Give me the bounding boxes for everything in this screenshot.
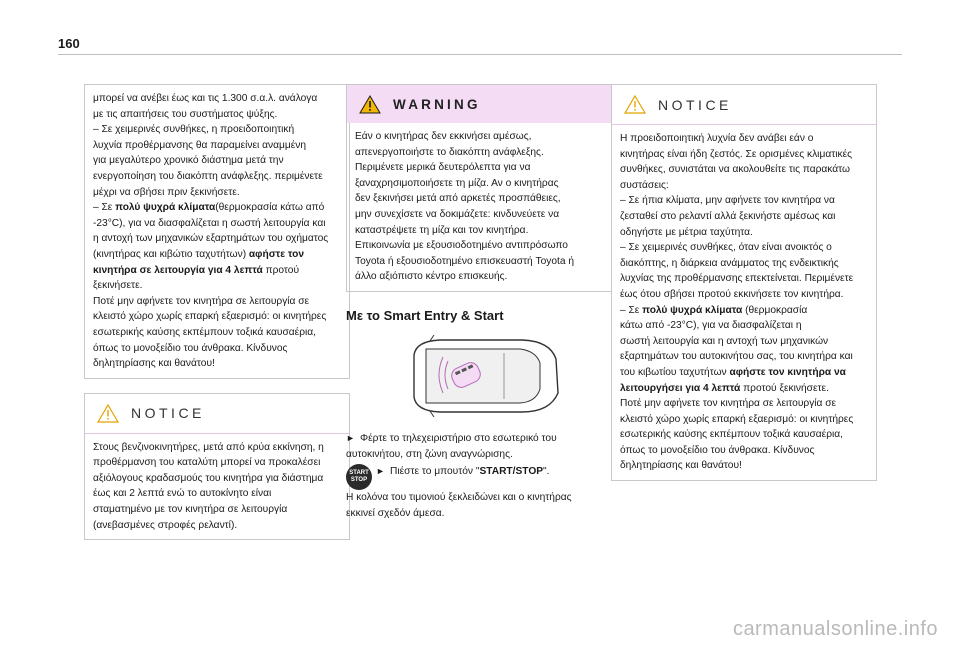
- bold-text: πολύ ψυχρά κλίματα: [642, 304, 743, 316]
- warning-triangle-icon: [624, 95, 646, 114]
- text-line: εσωτερικής καύσης εκπέμπουν τοξικά καυσαέρια,: [93, 326, 316, 338]
- instruction-step: [346, 431, 612, 447]
- text-line: προθέρμανση του καταλύτη μπορεί να προκαλέσει: [93, 457, 321, 469]
- text-line: συνθήκες, συνιστάται να ακολουθείτε τις παρακάτω: [620, 164, 850, 176]
- notice-header: [612, 85, 876, 125]
- text-line: καταστρέψετε τη μίζα και τον κινητήρα.: [355, 224, 529, 236]
- text-line: – Σε χειμερινές συνθήκες, η προειδοποιητική: [93, 124, 295, 136]
- text-line: κινητήρας είναι ήδη ζεστός. Σε ορισμένες κλιματικές: [620, 148, 853, 160]
- text-line: Περιμένετε μερικά δευτερόλεπτα για να: [355, 162, 531, 174]
- text-segment: προτού ξεκινήσετε.: [740, 382, 829, 394]
- text-line: αυτοκινήτου, στη ζώνη αναγνώρισης.: [346, 448, 513, 460]
- start-label: START: [349, 470, 369, 477]
- text-line: (ανεβασμένες στροφές ρελαντί).: [93, 519, 238, 531]
- text-segment: – Σε: [93, 202, 116, 214]
- car-key-illustration: [400, 335, 562, 417]
- text-line: εξαρτημάτων του αυτοκινήτου σας, του κινητήρα και: [620, 351, 853, 363]
- text-line: η αντοχή των μηχανικών εξαρτημάτων του οχήματος: [93, 233, 329, 245]
- notice-label: NOTICE: [131, 405, 205, 422]
- bold-text: πολύ ψυχρά κλίματα: [115, 202, 216, 214]
- text-line: ξεκινήσετε.: [93, 280, 143, 292]
- text-segment: (θερμοκρασία κάτω από: [215, 202, 325, 214]
- text-line: έως και 2 λεπτά ενώ το αυτοκίνητο είναι: [93, 488, 272, 500]
- text-line: Επικοινωνία με εξουσιοδοτημένο αντιπρόσωπο: [355, 240, 568, 252]
- text-line: απενεργοποιήστε το διακόπτη ανάφλεξης.: [355, 146, 544, 158]
- text-line: σωστή λειτουργία και η αντοχή των μηχανικών: [620, 335, 829, 347]
- watermark: carmanualsonline.info: [732, 618, 938, 640]
- bold-text: λειτουργήσει για 4 λεπτά: [620, 382, 741, 394]
- text-line: – Σε ήπια κλίματα, μην αφήνετε τον κινητήρα να: [620, 195, 835, 207]
- text-line: δεν ξεκινήσει μετά από αρκετές προσπάθειες,: [355, 193, 561, 205]
- text-line: όπως το μονοξείδιο του άνθρακα. Κίνδυνος: [620, 444, 815, 456]
- text-line: λυχνίας της προθέρμανσης επεκτείνεται. Περιμένετε: [620, 273, 854, 285]
- warning-label: WARNING: [393, 96, 481, 112]
- warning-header: [347, 85, 611, 123]
- text-line: [620, 303, 868, 319]
- text-line: μην συνεχίσετε να δοκιμάζετε: κινδυνεύετε να: [355, 208, 560, 220]
- text-line: Ποτέ μην αφήνετε τον κινητήρα σε λειτουργία σε: [93, 295, 310, 307]
- text-segment: (κινητήρας και κιβώτιο ταχυτήτων): [93, 248, 249, 260]
- text-line: αξιόλογους κραδασμούς του κινητήρα για διάστημα: [93, 472, 324, 484]
- bold-text: START/STOP: [479, 466, 544, 478]
- bold-text: αφήστε τον: [248, 248, 305, 260]
- section-title: Με το Smart Entry & Start: [346, 307, 504, 323]
- text-line: διακόπτης, η διάρκεια ανάμματος της ενδεικτικής: [620, 257, 839, 269]
- text-line: [620, 381, 868, 397]
- column-2: [346, 84, 612, 521]
- text-line: συστάσεις:: [620, 179, 669, 191]
- text-line: εκκινεί σχεδόν άμεσα.: [346, 507, 445, 519]
- column-1: [84, 84, 350, 540]
- notice-header: [85, 394, 349, 434]
- notice-box: [611, 84, 877, 481]
- text-line: ενεργοποίηση του διακόπτη ανάφλεξης. περιμένετε: [93, 170, 323, 182]
- text-box-continued: [84, 84, 350, 379]
- text-segment: ".: [543, 466, 550, 478]
- warning-triangle-icon: [359, 95, 381, 114]
- text-segment: προτού: [262, 264, 300, 276]
- text-line: Η προειδοποιητική λυχνία δεν ανάβει εάν ο: [620, 133, 814, 144]
- notice-box: [84, 393, 350, 541]
- text-line: μπορεί να ανέβει έως και τις 1.300 σ.α.λ. ανάλογα: [93, 93, 318, 104]
- text-line: Εάν ο κινητήρας δεν εκκινήσει αμέσως,: [355, 131, 532, 142]
- bold-text: κινητήρα σε λειτουργία για 4 λεπτά: [93, 264, 263, 276]
- text-line: Στους βενζινοκινητήρες, μετά από κρύα εκκίνηση, η: [93, 441, 324, 453]
- bullet-arrow-icon: ►: [376, 466, 385, 477]
- bullet-arrow-icon: ►: [346, 432, 355, 443]
- text-line: για μεγαλύτερο χρονικό διάστημα μετά την: [93, 155, 284, 167]
- bold-text: αφήστε τον κινητήρα να: [729, 366, 846, 378]
- text-segment: Πιέστε το μπουτόν ": [390, 466, 480, 478]
- text-line: λυχνία προθέρμανσης θα παραμείνει αναμμένη: [93, 139, 307, 151]
- warning-box: [346, 84, 612, 292]
- text-line: κλειστό χώρο χωρίς επαρκή εξαερισμό: οι κινητήρες: [620, 413, 854, 425]
- start-stop-button-icon: [346, 464, 372, 490]
- text-line: Η κολόνα του τιμονιού ξεκλειδώνει και ο κινητήρας: [346, 492, 572, 504]
- instruction-text: [376, 464, 550, 480]
- text-line: έως ότου σβήσει προτού εκκινήσετε τον κινητήρα.: [620, 288, 844, 300]
- text-line: εσωτερικής καύσης εκπέμπουν τοξικά καυσαέρια,: [620, 429, 843, 441]
- text-line: [620, 365, 868, 381]
- text-line: όπως το μονοξείδιο του άνθρακα. Κίνδυνος: [93, 342, 288, 354]
- start-instructions: [346, 431, 612, 521]
- text-line: μέχρι να σβήσει πριν ξεκινήσετε.: [93, 186, 240, 198]
- text-line: άλλο αξιόπιστο κέντρο επισκευής.: [355, 271, 508, 283]
- text-line: Ποτέ μην αφήνετε τον κινητήρα σε λειτουργία σε: [620, 398, 837, 410]
- page-number: 160: [58, 36, 80, 51]
- text-segment: (θερμοκρασία: [742, 304, 808, 316]
- text-line: δηλητηρίασης και θανάτου!: [620, 460, 742, 472]
- text-line: ζεσταθεί στο ρελαντί αλλά ξεκινήστε αμέσως και: [620, 210, 836, 222]
- text-line: – Σε χειμερινές συνθήκες, όταν είναι ανοικτός ο: [620, 242, 832, 254]
- text-line: [93, 263, 341, 279]
- notice-label: NOTICE: [658, 96, 732, 113]
- text-line: οδηγήστε με μέτρια ταχύτητα.: [620, 226, 753, 238]
- text-line: Toyota ή εξουσιοδοτημένο επισκευαστή Toyota ή: [355, 255, 575, 267]
- warning-triangle-icon: [97, 404, 119, 423]
- stop-label: STOP: [350, 477, 368, 484]
- text-line: κάτω από -23°C), για να διασφαλίζεται η: [620, 320, 802, 332]
- instruction-step: [346, 464, 612, 490]
- text-line: δηλητηρίασης και θανάτου!: [93, 358, 215, 370]
- text-line: κλειστό χώρο χωρίς επαρκή εξαερισμό: οι κινητήρες: [93, 311, 327, 323]
- column-3: [611, 84, 877, 481]
- text-line: σταματημένο με τον κινητήρα σε λειτουργία: [93, 504, 288, 516]
- text-line: ξαναχρησιμοποιήσετε τη μίζα. Αν ο κινητήρας: [355, 177, 559, 189]
- text-segment: [390, 464, 550, 480]
- text-line: -23°C), για να διασφαλίζεται η σωστή λειτουργία και: [93, 217, 326, 229]
- text-line: [93, 247, 341, 263]
- text-segment: – Σε: [620, 304, 643, 316]
- text-line: με τις απαιτήσεις του συστήματος ψύξης.: [93, 108, 278, 120]
- text-segment: Φέρτε το τηλεχειριστήριο στο εσωτερικό του: [360, 432, 557, 444]
- text-line: [93, 200, 341, 216]
- text-segment: του κιβωτίου ταχυτήτων: [620, 366, 730, 378]
- header-rule: [58, 54, 902, 55]
